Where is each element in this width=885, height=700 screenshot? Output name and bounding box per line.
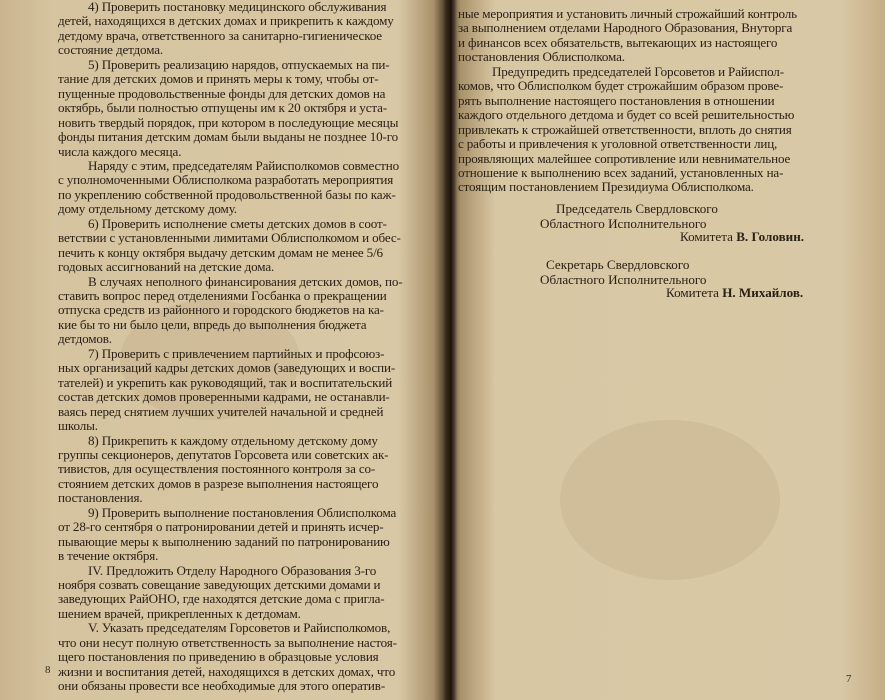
secretary-signature (666, 286, 803, 301)
text-line: пущенные продовольственные фонды для детских домов на (58, 85, 386, 101)
text-line: с работы и привлечения к уголовной ответственности лиц, (458, 136, 778, 152)
text-line: детдому врача, ответственного за санитарно-гигиеническое (58, 27, 382, 43)
text-line: каждого отдельного детдома и будет со всей решительностью (458, 107, 795, 123)
text-line: ветствии с установленными лимитами Облисполкомом и обес- (58, 230, 401, 246)
text-line: в течение октября. (58, 548, 159, 564)
secretary-title-line2: Областного Исполнительного (540, 272, 707, 287)
text-line: кие бы то ни было цели, впредь до выполнения бюджета (58, 316, 367, 332)
text-line: фонды питания детским домам были выданы не позднее 10-го (58, 129, 399, 145)
page-number: 8 (45, 664, 51, 676)
text-line: комов, что Облисполком будет строжайшим образом прове- (458, 78, 784, 94)
text-line: проявляющих малейшее сопротивление или невнимательное (458, 150, 791, 166)
text-line: состав детских домов проверенными кадрами, не останавли- (58, 389, 390, 405)
text-line: 6) Проверить исполнение сметы детских домов в соот- (88, 215, 387, 231)
text-line: что они несут полную ответственность за выполнение настоя- (58, 634, 397, 650)
text-line: ные мероприятия и установить личный строжайший контроль (458, 6, 797, 21)
text-line: школы. (58, 418, 98, 434)
text-line: по укреплению собственной продовольственной базы по каж- (58, 186, 396, 202)
text-line: В случаях неполного финансирования детских домов, по- (88, 273, 403, 289)
text-line: постановления. (58, 490, 143, 506)
text-line: отпуска средств из районного и городского бюджетов на ка- (58, 302, 384, 318)
chairman-name: В. Головин. (736, 229, 805, 244)
secretary-title-line1: Секретарь Свердловского (546, 257, 690, 272)
text-line: тивистов, для осуществления постоянного контроля за со- (58, 461, 376, 477)
text-line: IV. Предложить Отделу Народного Образования 3-го (88, 562, 377, 578)
page-number: 7 (846, 673, 852, 685)
chairman-title-line1: Председатель Свердловского (556, 201, 718, 216)
text-line: детдомов. (58, 331, 112, 347)
text-line: группы секционеров, депутатов Горсовета или советских ак- (58, 446, 389, 462)
text-line: за выполнением отделами Народного Образования, Внуторга (458, 20, 793, 36)
text-line: ных организаций кадры детских домов (заведующих и воспи- (58, 360, 396, 376)
text-line: ваясь перед снятием лучших учителей начальной и средней (58, 403, 384, 419)
text-line: V. Указать председателям Горсоветов и Райисполкомов, (88, 620, 391, 636)
text-line: ставить вопрос перед отделениями Госбанка о прекращении (58, 288, 387, 303)
text-line: октябрь, были полностью отпущены им к 20 октября и уста- (58, 100, 387, 116)
text-line: привлекать к строжайшей ответственности, вплоть до снятия (458, 121, 792, 137)
text-line: шением врачей, прикрепленных к детдомам. (58, 605, 301, 621)
text-line: новить твердый порядок, при котором в последующие месяцы (58, 114, 399, 130)
text-line: детей, находящихся в детских домах и прикрепить к каждому (58, 13, 394, 29)
secretary-title-line3: Комитета (666, 285, 719, 300)
text-line: 9) Проверить выполнение постановления Облисполкома (88, 504, 397, 520)
text-line: 5) Проверить реализацию нарядов, отпускаемых на пи- (88, 56, 390, 72)
text-line: 8) Прикрепить к каждому отдельному детскому дому (88, 432, 378, 448)
text-line: стоящим постановлением Президиума Облисполкома. (458, 179, 754, 195)
text-line: 7) Проверить с привлечением партийных и профсоюз- (88, 345, 385, 361)
text-line: тание для детских домов и принять меры к тому, чтобы от- (58, 71, 379, 87)
text-line: щего постановления по приведению в образцовые условия (58, 649, 379, 665)
text-line: отношение к выполнению всех заданий, установленных на- (458, 164, 784, 180)
text-line: ноября созвать совещание заведующих детскими домами и (58, 577, 381, 592)
text-line: числа каждого месяца. (58, 143, 182, 159)
chairman-title-line2: Областного Исполнительного (540, 216, 707, 231)
text-line: Предупредить председателей Горсоветов и Райиспол- (492, 63, 784, 79)
text-line: 4) Проверить постановку медицинского обслуживания (88, 0, 387, 14)
text-line: печить к концу октября выдачу детским домам не менее 5/6 (58, 244, 383, 260)
text-line: пывающие меры к выполнению заданий по патронированию (58, 533, 390, 549)
text-line: жизни и воспитания детей, находящихся в детских домах, что (58, 663, 396, 679)
text-line: Наряду с этим, председателям Райисполкомов совместно (88, 157, 399, 173)
text-line: стоянием детских домов в разрезе выполнения настоящего (58, 475, 379, 491)
text-line: состояние детдома. (58, 42, 164, 58)
text-line: дому отдельному детскому дому. (58, 201, 237, 217)
text-line: тателей) и укрепить как руководящий, так и воспитательский (58, 374, 393, 390)
text-line: заведующих РайОНО, где находятся детские дома с пригла- (58, 591, 385, 607)
text-line: и финансов всех обязательств, вытекающих из настоящего (458, 34, 778, 50)
secretary-name: Н. Михайлов. (722, 285, 804, 300)
chairman-signature (680, 230, 804, 245)
text-line: рять выполнение настоящего постановления в отношении (458, 92, 775, 108)
right-page (452, 0, 885, 700)
text-line: с уполномоченными Облисполкома разработать мероприятия (58, 172, 394, 188)
text-line: постановления Облисполкома. (458, 49, 625, 65)
text-line: от 28-го сентября о патронировании детей и принять исчер- (58, 519, 384, 535)
chairman-title-line3: Комитета (680, 229, 733, 244)
text-line: они обязаны провести все необходимые для этого оператив- (58, 678, 386, 694)
text-line: годовых ассигнований на детские дома. (58, 259, 275, 275)
